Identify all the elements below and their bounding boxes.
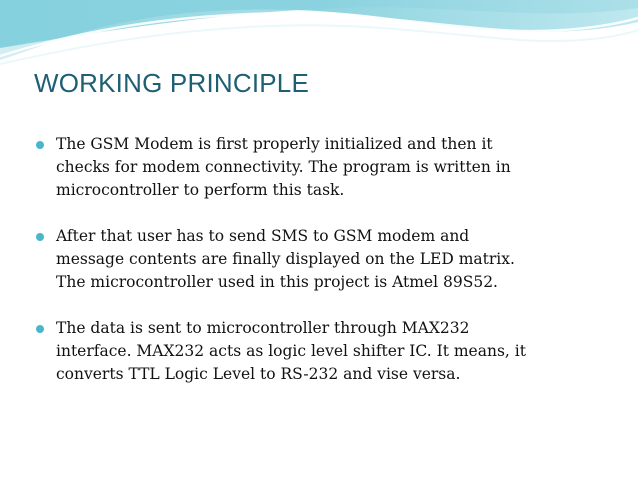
bullet-line: microcontroller to perform this task.	[56, 181, 345, 199]
bullet-dot-icon	[36, 325, 44, 333]
bullet-dot-icon	[36, 141, 44, 149]
bullet-item	[34, 225, 614, 294]
header-wave-decoration	[0, 0, 638, 70]
bullet-line: The microcontroller used in this project is Atmel 89S52.	[56, 273, 498, 291]
bullet-item	[34, 133, 614, 202]
bullet-line: message contents are finally displayed on the LED matrix.	[56, 250, 515, 268]
bullet-line: converts TTL Logic Level to RS-232 and vise versa.	[56, 365, 461, 383]
bullet-line: After that user has to send SMS to GSM modem and	[56, 227, 470, 245]
bullet-line: interface. MAX232 acts as logic level shifter IC. It means, it	[56, 342, 526, 360]
bullet-item	[34, 317, 614, 386]
bullet-list	[34, 133, 614, 386]
bullet-line: checks for modem connectivity. The program is written in	[56, 158, 511, 176]
slide-title: WORKING PRINCIPLE	[34, 68, 309, 98]
bullet-dot-icon	[36, 233, 44, 241]
bullet-line: The data is sent to microcontroller through MAX232	[56, 319, 470, 337]
bullet-line: The GSM Modem is first properly initialized and then it	[56, 135, 493, 153]
